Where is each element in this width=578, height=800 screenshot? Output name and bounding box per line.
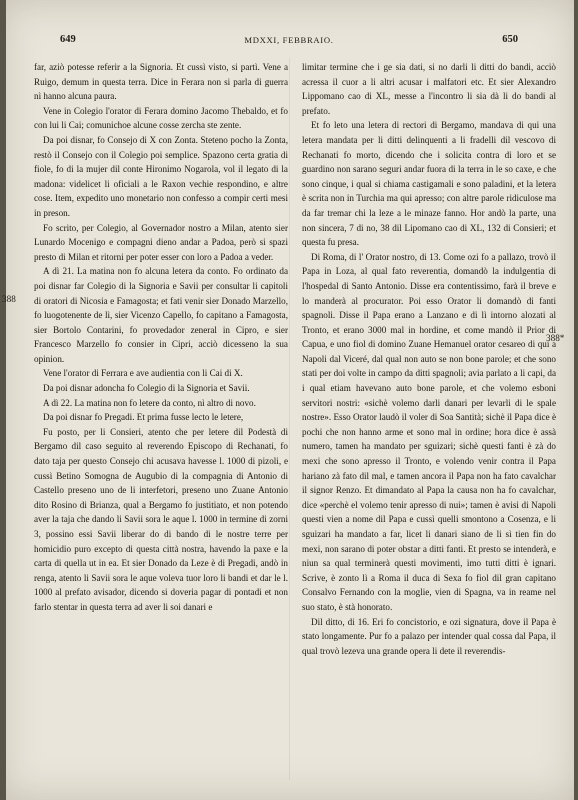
paragraph: A dì 22. La matina non fo letere da conto, nì altro di novo.: [43, 397, 256, 408]
running-title: MDXXI, FEBBRAIO.: [244, 35, 334, 45]
left-text-column: [34, 60, 288, 780]
running-header: [0, 34, 578, 48]
right-text-column: [302, 60, 556, 780]
paragraph: Da poi disnar fo Pregadi. Et prima fusse lecto le letere,: [43, 412, 244, 423]
paragraph: Dil ditto, di 16. Eri fo concistorio, e ozi signatura, dove il Papa è stato longamente. Pur fo a palazo per intender qual cossa dal Papa, il qual trovò lezeva una grande opera li dete il reverendis-: [302, 616, 556, 656]
paragraph: Fu posto, per li Consieri, atento che per letere dil Podestà di Bergamo dil caso seguito al reverendo Episcopo di Rechanati, fo dato taja per questo Consejo chi acusava havesse l. 1000 di pizoli, e cussì Betino Somogna de Augubio di la compagnia di Antonio di Castello preseno uno de li interfetori, preseno uno Zuane Antonio dito Rosino di Brianza, qual a Bergamo fo justitiato, et non potendo aver la taja che dando li Savii sora le aque l. 1000 in termine di zorni 3, possino essi Savii liberar do di bando di le nostre terre per homicidio puro excepto di questa città nostra, havendo la paxe e la carta di quella ut in ea. Et sier Donado da Leze è di Pregadi, andò in renga, atento li Savii sora le aque voleva tuor loro li bandi et dar le l. 1000 al prefato avisador, dicendo si doveria pagar di pontadi et non farlo stentar in questa terra ad aver li soi danari e: [34, 426, 288, 612]
paragraph: A dì 21. La matina non fo alcuna letera da conto. Fo ordinato da poi disnar far Colegio di la Signoria e Savii per consultar li capitoli di oratori di Nicosia e Famagosta; et fati venir sier Donado Marzello, fo luogotenente de lì, sier Vicenzo Capello, fo capitano a Famagosta, sier Bortolo Contarini, fo provedador zeneral in Cipro, e sier Francesco Marzello fo consier in Cipri, acciò dicesseno la sua opinion.: [34, 266, 288, 364]
paragraph: Vene l'orator di Ferrara e ave audientia con li Cai di X.: [43, 368, 243, 379]
paragraph: Vene in Colegio l'orator di Ferara domino Jacomo Thebaldo, et fo con lui li Cai; comunichoe alcune cosse zercha ste zente.: [34, 105, 288, 131]
paragraph: Fo scrito, per Colegio, al Governador nostro a Milan, atento sier Lunardo Mocenigo e compagni dieno andar a Padoa, però si spazi presto di Milan et ritorni per poter esser con loro a Padoa a veder.: [34, 222, 288, 262]
margin-note-right: 388*: [546, 333, 565, 343]
paragraph: Da poi disnar adoncha fo Colegio di la Signoria et Savii.: [43, 383, 250, 394]
paragraph: Di Roma, di l' Orator nostro, di 13. Come ozi fo a pallazo, trovò il Papa in Loza, al qual fato reverentia, domandò la indulgentia di l'hospedal di Santo Antonio. Disse era contentissimo, farà il breve e lo manderà al procurator. Poi esso Orator li domandò di fanti spagnoli. Disse il Papa erano a Lanzano e di lì intorno alozati al Tronto, et erano 3000 mal in hordine, et come mandò il Prior di Capua, e uno fiol di domino Zuane Hemanuel orator cesareo di qui a Napoli dal Viceré, dal qual non auto se non bone parole; et che sono stati per doi volte in campo da ditti spagnoli; avia parlato a li capi, da i qual etiam havevano auto bone parole, et che volemo esboni servitori nostri: «sichè volemo darli danari per levarli di le spale nostre». Esso Orator laudò il voler di Soa Santità; sichè il Papa dice è pochi che non hanno arme et sono mal in ordine; hora dice è assà numero, tamen ha mandato per sguizari; sichè questi fanti è zà do mexi che sono apresso il Tronto, e volendo venir contra il Papa hariano zà fato dil mal, e tamen ancora il Papa non ha fato cavalchar il signor Renzo. Et dimandato al Papa la causa non ha fo cavalchar, dice «perchè el volemo tenir apresso di nui»; tamen è avisi di Napoli questi vien a nome dil Papa e cussì quelli smontono a Cosenza, e li sguizari ha mandato a far, licet li danari siano de li sì tien fin do mexi, non sarano di poter obstar a ditti fanti. Et presto se intenderà, e niun sa qual terminerà questi movimenti, imo tutti ditti è ignari. Scrive, è zonto lì a Roma il duca di Sexa fo fiol dil gran capitano Consalvo Fernando con la moglie, vien di Spagna, va in reame nel suo stato, è stà honorato.: [302, 251, 556, 612]
column-gutter: [289, 58, 290, 780]
page-right-edge: [574, 0, 578, 800]
page-left-edge: [0, 0, 6, 800]
page-number-right: 650: [502, 34, 518, 45]
paragraph: far, aziò potesse referir a la Signoria. Et cussì visto, si partì. Vene a Ruigo, demum in questa terra. Dice in Ferara non si parla di guerra nì hanno alcuna paura.: [34, 62, 288, 102]
paragraph: limitar termine che i ge sia dati, si no darli li ditti do bandi, acciò acressa il cuor a li altri acusar i malfatori etc. Et sier Alexandro Lippomano cao di XL, messe a l'incontro li sia dà li do bandi al prefato.: [302, 62, 556, 116]
margin-note-left: 388: [2, 294, 16, 304]
page-number-left: 649: [60, 34, 76, 45]
paragraph: Et fo leto una letera di rectori di Bergamo, mandava di qui una letera mandata per li ditti delinquenti a li fradelli dil vescovo di Rechanati fo morto, dicendo che i solicita contra di loro et se guardino non sarano seguri andar fuora di la terra in le so caxe, e che sono cinque, i qual si chiama castigamali e sono paladini, et la letera è scrita non in Turchia ma qui apresso; con altre parole ridiculose ma da far tremar chi la leze a le minaze fanno. Hor andò la parte, una non sincera, 7 di no, 38 dil Lipomano cao di XL, 132 di Consieri; et questa fu presa.: [302, 120, 556, 248]
paragraph: Da poi disnar, fo Consejo di X con Zonta. Steteno pocho la Zonta, restò il Consejo con il Colegio poi semplice. Spazono certa gratia di fiole, fo di la mujer dil conte Hironimo Nogarola, vol il legato di la madona: videlicet li oficiali a le Raxon vechie respondino, e altre cose. Item, expedito uno monetario non confesso a compir certi mesi in preson.: [34, 134, 288, 218]
